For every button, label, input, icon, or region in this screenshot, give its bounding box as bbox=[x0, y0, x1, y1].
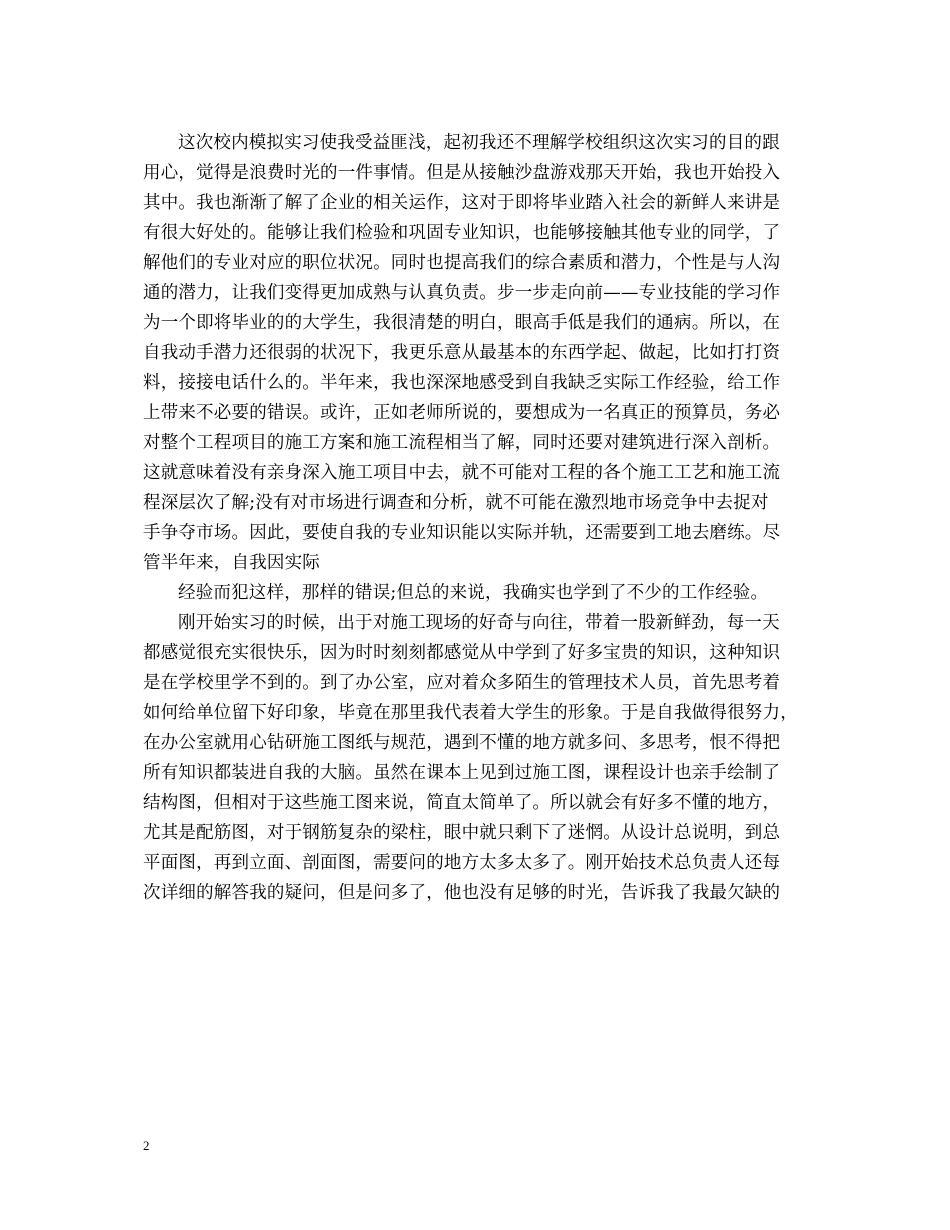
text-line: 次详细的解答我的疑问，但是问多了，他也没有足够的时光，告诉我了我最欠缺的 bbox=[143, 883, 781, 903]
text-line: 所有知识都装进自我的大脑。虽然在课本上见到过施工图，课程设计也亲手绘制了 bbox=[143, 763, 781, 783]
text-line: 为一个即将毕业的的大学生，我很清楚的明白，眼高手低是我们的通病。所以，在 bbox=[143, 313, 781, 333]
text-line: 这就意味着没有亲身深入施工项目中去，就不可能对工程的各个施工工艺和施工流 bbox=[143, 463, 781, 483]
text-line: 刚开始实习的时候，出于对施工现场的好奇与向往，带着一股新鲜劲，每一天 bbox=[178, 613, 780, 633]
text-line: 自我动手潜力还很弱的状况下，我更乐意从最基本的东西学起、做起，比如打打资 bbox=[143, 343, 781, 363]
text-line: 都感觉很充实很快乐，因为时时刻刻都感觉从中学到了好多宝贵的知识，这种知识 bbox=[143, 643, 781, 663]
text-line: 结构图，但相对于这些施工图来说，简直太简单了。所以就会有好多不懂的地方， bbox=[143, 793, 781, 813]
page-number: 2 bbox=[143, 1138, 150, 1153]
text-line: 有很大好处的。能够让我们检验和巩固专业知识，也能够接触其他专业的同学，了 bbox=[143, 223, 781, 243]
text-line: 在办公室就用心钻研施工图纸与规范，遇到不懂的地方就多问、多思考，恨不得把 bbox=[143, 733, 781, 753]
text-line: 平面图，再到立面、剖面图，需要问的地方太多太多了。刚开始技术总负责人还每 bbox=[143, 853, 781, 873]
text-line: 对整个工程项目的施工方案和施工流程相当了解，同时还要对建筑进行深入剖析。 bbox=[143, 433, 781, 453]
text-line: 是在学校里学不到的。到了办公室，应对着众多陌生的管理技术人员，首先思考着 bbox=[143, 673, 781, 693]
text-line: 上带来不必要的错误。或许，正如老师所说的，要想成为一名真正的预算员，务必 bbox=[143, 403, 781, 423]
text-line: 其中。我也渐渐了解了企业的相关运作，这对于即将毕业踏入社会的新鲜人来讲是 bbox=[143, 193, 781, 213]
text-line: 通的潜力，让我们变得更加成熟与认真负责。步一步走向前——专业技能的学习作 bbox=[143, 283, 781, 303]
body-text bbox=[143, 128, 813, 908]
text-line: 这次校内模拟实习使我受益匪浅，起初我还不理解学校组织这次实习的目的跟 bbox=[178, 133, 780, 153]
text-line: 手争夺市场。因此，要使自我的专业知识能以实际并轨，还需要到工地去磨练。尽 bbox=[143, 523, 781, 543]
text-line: 料，接接电话什么的。半年来，我也深深地感受到自我缺乏实际工作经验，给工作 bbox=[143, 373, 781, 393]
text-line: 用心，觉得是浪费时光的一件事情。但是从接触沙盘游戏那天开始，我也开始投入 bbox=[143, 163, 781, 183]
text-line: 解他们的专业对应的职位状况。同时也提高我们的综合素质和潜力，个性是与人沟 bbox=[143, 253, 781, 273]
text-line: 程深层次了解;没有对市场进行调查和分析，就不可能在激烈地市场竞争中去捉对 bbox=[143, 493, 769, 513]
text-line: 尤其是配筋图，对于钢筋复杂的梁柱，眼中就只剩下了迷惘。从设计总说明，到总 bbox=[143, 823, 781, 843]
text-line: 经验而犯这样，那样的错误;但总的来说，我确实也学到了不少的工作经验。 bbox=[178, 583, 769, 603]
text-line: 如何给单位留下好印象，毕竟在那里我代表着大学生的形象。于是自我做得很努力， bbox=[143, 703, 798, 723]
text-line: 管半年来，自我因实际 bbox=[143, 553, 320, 573]
